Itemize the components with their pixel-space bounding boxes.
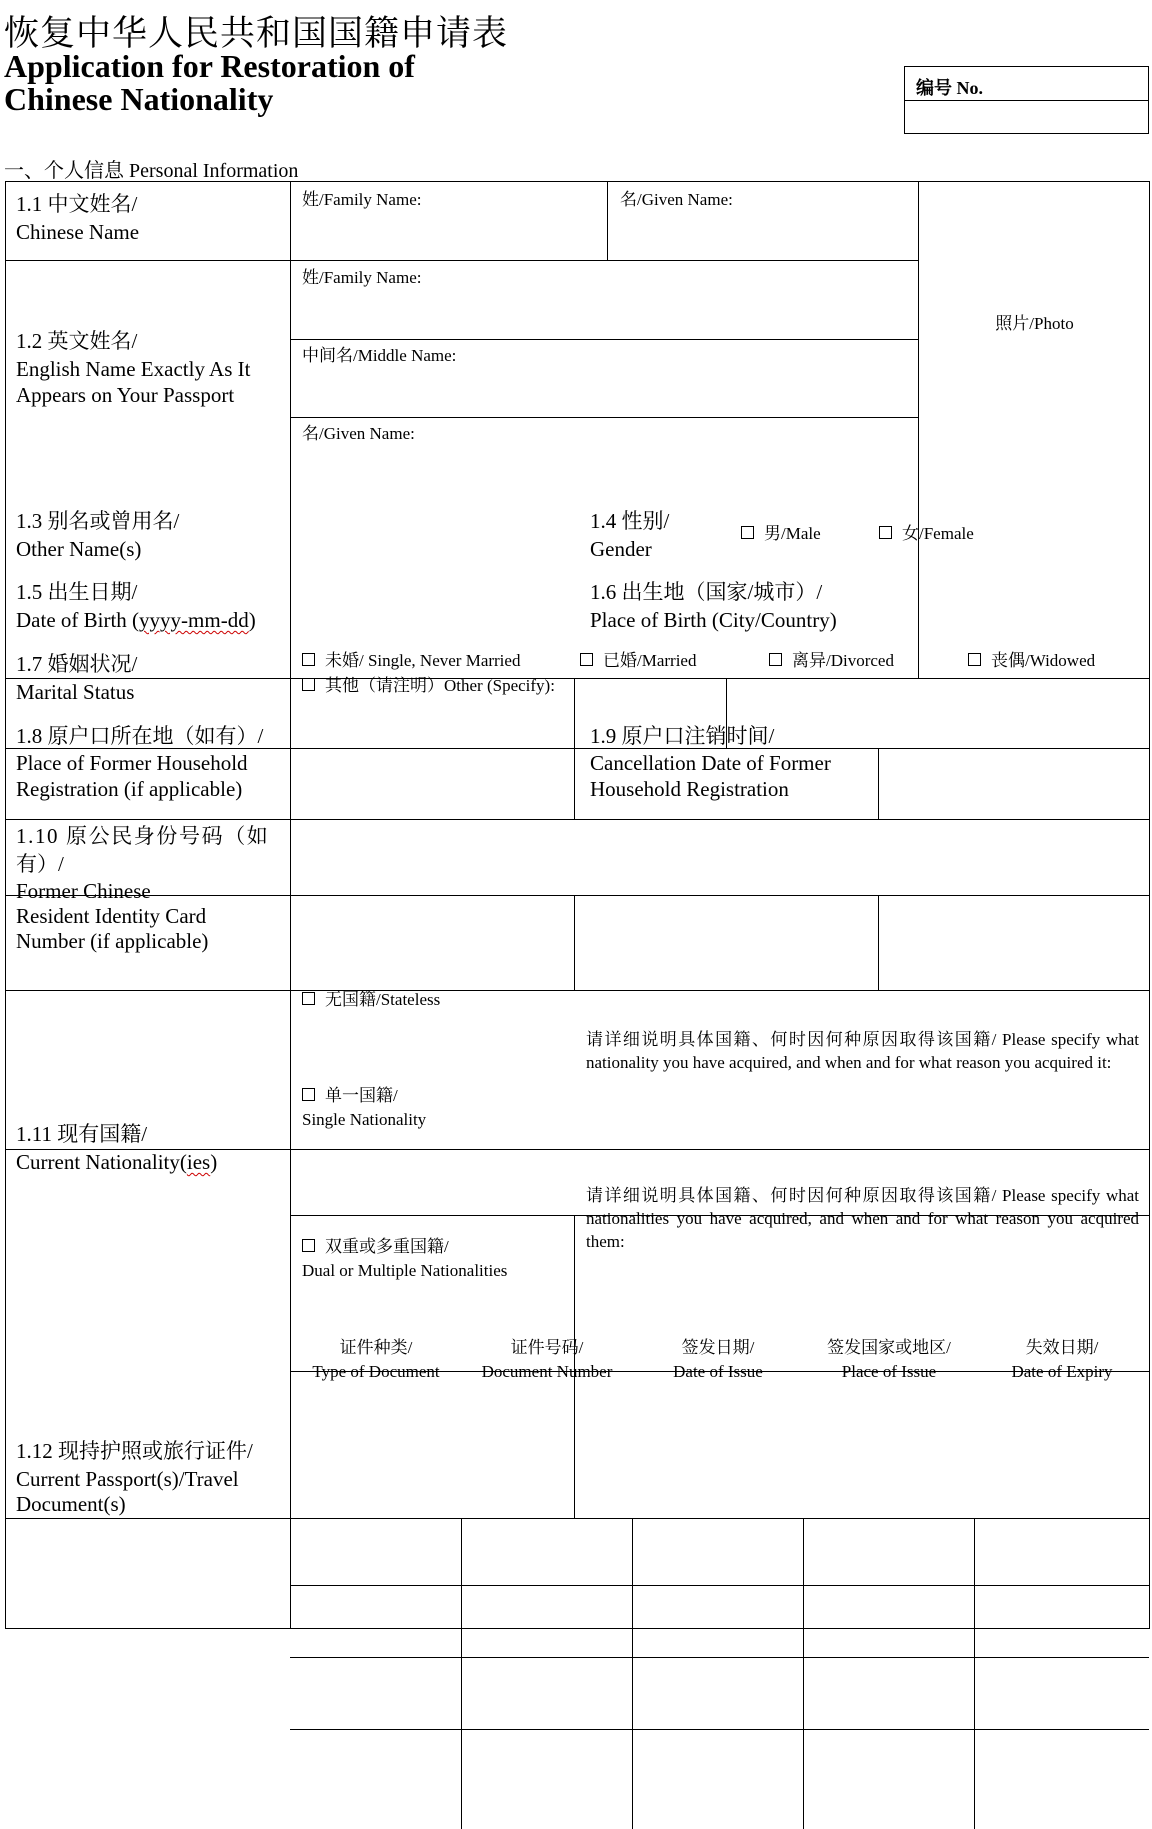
grid-line	[290, 1729, 1149, 1730]
col-header-number-en: Document Number	[481, 1362, 613, 1381]
passport-cell[interactable]	[976, 1406, 1148, 1468]
checkbox-icon	[879, 526, 892, 539]
marital-option-widowed-label: 丧偶/Widowed	[991, 651, 1096, 670]
cancellation-date-label-en-line1: Cancellation Date of Former	[590, 751, 831, 775]
former-id-label-cn-line1: 1.10 原公民身份号码（如	[16, 824, 270, 848]
former-household-place-input[interactable]	[292, 716, 572, 809]
col-header-type	[291, 1336, 461, 1384]
english-family-name-label: 姓/Family Name:	[302, 268, 422, 287]
gender-label-en: Gender	[590, 537, 652, 561]
marital-option-single[interactable]	[302, 649, 520, 673]
passport-cell[interactable]	[805, 1550, 973, 1614]
grid-line	[632, 1518, 633, 1829]
passport-cell[interactable]	[463, 1478, 631, 1540]
passport-label-cn: 1.12 现持护照或旅行证件/	[16, 1439, 253, 1463]
english-name-label-en-line1: English Name Exactly As It	[16, 357, 251, 381]
former-household-place-label-en-line2: Registration (if applicable)	[16, 777, 243, 801]
marital-option-divorced[interactable]	[769, 649, 894, 673]
nationality-option-stateless-label: 无国籍/Stateless	[325, 990, 441, 1009]
pob-input[interactable]	[880, 569, 1148, 637]
grid-line	[6, 990, 1149, 991]
dob-format: yyyy-mm-dd	[139, 608, 249, 632]
pob-label-en: Place of Birth (City/Country)	[590, 608, 837, 632]
grid-line	[803, 1518, 804, 1829]
nationality-option-single[interactable]	[302, 1084, 398, 1108]
personal-info-table	[5, 181, 1150, 1629]
grid-line	[290, 417, 918, 418]
checkbox-icon	[580, 653, 593, 666]
marital-option-divorced-label: 离异/Divorced	[792, 651, 894, 670]
form-number-field[interactable]	[905, 101, 1148, 134]
checkbox-icon	[769, 653, 782, 666]
marital-option-widowed[interactable]	[968, 649, 1095, 673]
chinese-given-name-input[interactable]	[609, 214, 916, 258]
grid-line	[290, 260, 918, 261]
grid-line	[574, 678, 575, 819]
current-nationality-label-en	[16, 1148, 217, 1176]
marital-status-label-cn: 1.7 婚姻状况/	[16, 652, 138, 676]
passport-cell[interactable]	[976, 1550, 1148, 1614]
gender-label-cn: 1.4 性别/	[590, 509, 670, 533]
col-header-expiry-cn: 失效日期/	[1025, 1338, 1099, 1357]
form-title-english: Application for Restoration of Chinese Nationality	[4, 48, 415, 117]
nationality-option-single-label-cn: 单一国籍/	[325, 1086, 398, 1105]
cancellation-date-input[interactable]	[880, 716, 1148, 809]
passport-cell[interactable]	[463, 1406, 631, 1468]
dual-nationality-note: 请详细说明具体国籍、何时因何种原因取得该国籍/ Please specify what nationalities you have acquired, and when and for what reason you acquired them:	[586, 1186, 1139, 1251]
col-header-expiry-en: Date of Expiry	[1011, 1362, 1113, 1381]
grid-line	[290, 339, 918, 340]
former-household-place-label-cn: 1.8 原户口所在地（如有）/	[16, 724, 264, 748]
gender-option-female-label: 女/Female	[902, 524, 974, 543]
former-household-place-label-en-line1: Place of Former Household	[16, 751, 248, 775]
col-header-type-en: Type of Document	[312, 1362, 440, 1381]
passport-cell[interactable]	[292, 1550, 460, 1614]
chinese-family-name-input[interactable]	[292, 214, 604, 258]
section-title: 一、个人信息 Personal Information	[4, 160, 299, 182]
dual-nationality-details-input[interactable]	[576, 1258, 1148, 1316]
marital-option-other-label: 其他（请注明）Other (Specify):	[325, 676, 555, 695]
dob-label-en-text: Date of Birth (	[16, 608, 140, 632]
checkbox-icon	[302, 992, 315, 1005]
gender-option-male[interactable]	[741, 522, 821, 546]
col-header-issue-place	[804, 1336, 974, 1384]
grid-line	[290, 1657, 1149, 1658]
col-header-issue-date	[633, 1336, 803, 1384]
passport-cell[interactable]	[805, 1478, 973, 1540]
english-name-label-en-line2: Appears on Your Passport	[16, 383, 235, 407]
gender-option-male-label: 男/Male	[764, 524, 821, 543]
nationality-option-dual-label-en: Dual or Multiple Nationalities	[302, 1261, 508, 1280]
grid-line	[290, 182, 291, 1629]
former-id-label-en-line3: Number (if applicable)	[16, 929, 209, 953]
marital-status-label-en: Marital Status	[16, 680, 135, 704]
passport-label-en-line1: Current Passport(s)/Travel	[16, 1467, 239, 1491]
grid-line	[6, 260, 290, 261]
former-id-label-en-line2: Resident Identity Card	[16, 904, 207, 928]
current-nationality-label-en-text: Current Nationality(	[16, 1150, 187, 1174]
nationality-option-single-label-en: Single Nationality	[302, 1110, 427, 1129]
passport-cell[interactable]	[292, 1406, 460, 1468]
grid-line	[6, 678, 1149, 679]
single-nationality-note: 请详细说明具体国籍、何时因何种原因取得该国籍/ Please specify what nationality you have acquired, and when and for what reason you acquired it:	[586, 1030, 1139, 1072]
dob-label-end: )	[248, 608, 256, 632]
checkbox-icon	[302, 678, 315, 691]
dob-label-cn: 1.5 出生日期/	[16, 580, 138, 604]
grid-line	[607, 182, 608, 260]
col-header-issue-date-en: Date of Issue	[673, 1362, 763, 1381]
former-id-label-en-line1: Former Chinese	[16, 879, 151, 903]
passport-cell[interactable]	[976, 1478, 1148, 1540]
passport-cell[interactable]	[805, 1406, 973, 1468]
checkbox-icon	[741, 526, 754, 539]
chinese-given-name-label: 名/Given Name:	[620, 190, 733, 209]
checkbox-icon	[302, 653, 315, 666]
col-header-issue-date-cn: 签发日期/	[681, 1338, 755, 1357]
col-header-type-cn: 证件种类/	[339, 1338, 413, 1357]
other-names-label-en: Other Name(s)	[16, 537, 142, 561]
other-names-input[interactable]	[292, 500, 572, 566]
dob-input[interactable]	[292, 569, 572, 637]
col-header-number-cn: 证件号码/	[510, 1338, 584, 1357]
single-nationality-details-input[interactable]	[576, 1102, 1148, 1168]
english-family-name-input[interactable]	[292, 292, 916, 337]
nationality-option-dual[interactable]	[302, 1235, 449, 1259]
cancellation-date-label-cn: 1.9 原户口注销时间/	[590, 724, 775, 748]
photo-placeholder[interactable]: 照片/Photo	[995, 314, 1074, 333]
former-id-input[interactable]	[292, 809, 1148, 966]
passport-cell[interactable]	[463, 1550, 631, 1614]
passport-cell[interactable]	[634, 1478, 802, 1540]
marital-option-single-label: 未婚/ Single, Never Married	[325, 651, 521, 670]
passport-cell[interactable]	[634, 1550, 802, 1614]
form-number-box	[904, 66, 1149, 134]
current-nationality-label-cn: 1.11 现有国籍/	[16, 1122, 148, 1146]
marital-option-married[interactable]	[580, 649, 696, 673]
marital-option-other[interactable]	[302, 674, 555, 698]
nationality-option-stateless[interactable]	[302, 988, 440, 1012]
col-header-number	[462, 1336, 632, 1384]
col-header-expiry	[975, 1336, 1149, 1384]
grid-line	[974, 1518, 975, 1829]
english-middle-name-label: 中间名/Middle Name:	[302, 346, 457, 365]
english-given-name-input[interactable]	[292, 448, 916, 493]
nationality-option-dual-label-cn: 双重或多重国籍/	[325, 1237, 449, 1256]
gender-option-female[interactable]	[879, 522, 974, 546]
col-header-issue-place-en: Place of Issue	[841, 1362, 937, 1381]
passport-cell[interactable]	[292, 1478, 460, 1540]
pob-label-cn: 1.6 出生地（国家/城市）/	[590, 580, 823, 604]
other-names-label-cn: 1.3 别名或曾用名/	[16, 509, 180, 533]
former-id-label-cn-line2: 有）/	[16, 852, 64, 876]
chinese-family-name-label: 姓/Family Name:	[302, 190, 422, 209]
checkbox-icon	[302, 1239, 315, 1252]
grid-line	[461, 1518, 462, 1829]
english-name-label-cn: 1.2 英文姓名/	[16, 329, 138, 353]
passport-label-en-line2: Document(s)	[16, 1492, 126, 1516]
dob-label-en	[16, 606, 256, 634]
cancellation-date-label-en-line2: Household Registration	[590, 777, 789, 801]
chinese-name-label-en: Chinese Name	[16, 220, 140, 244]
marital-option-married-label: 已婚/Married	[603, 651, 697, 670]
current-nationality-label-en-end: )	[210, 1150, 218, 1174]
form-title-chinese: 恢复中华人民共和国国籍申请表	[4, 14, 509, 53]
chinese-name-label-cn: 1.1 中文姓名/	[16, 192, 138, 216]
current-nationality-label-en-tail: ies	[186, 1150, 211, 1174]
passport-cell[interactable]	[634, 1406, 802, 1468]
english-given-name-label: 名/Given Name:	[302, 424, 415, 443]
col-header-issue-place-cn: 签发国家或地区/	[827, 1338, 951, 1357]
english-middle-name-input[interactable]	[292, 370, 916, 415]
checkbox-icon	[968, 653, 981, 666]
form-number-label: 编号 No.	[905, 67, 1148, 101]
checkbox-icon	[302, 1088, 315, 1101]
